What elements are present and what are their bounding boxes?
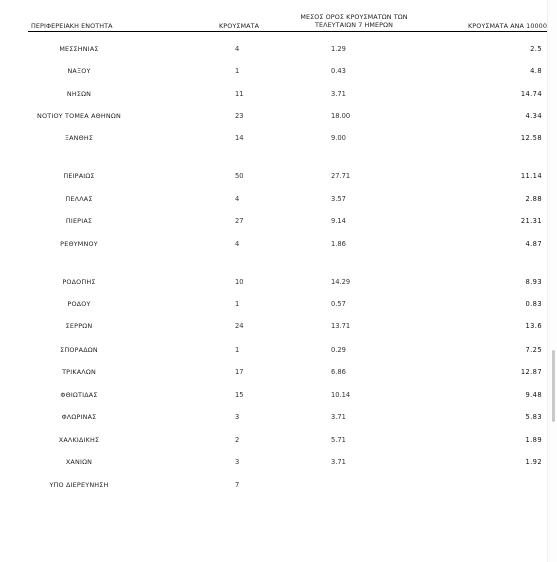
seven-day-average: 10.14	[331, 391, 351, 399]
table-row	[0, 90, 548, 100]
case-count: 50	[235, 172, 244, 180]
seven-day-average: 0.43	[331, 67, 346, 75]
cases-per-10000: 1.92	[525, 458, 542, 466]
table-row	[0, 346, 548, 356]
header-cases: ΚΡΟΥΣΜΑΤΑ	[219, 22, 260, 30]
table-row	[0, 278, 548, 288]
cases-per-10000: 1.89	[525, 436, 542, 444]
cases-per-10000: 2.5	[530, 45, 542, 53]
case-count: 11	[235, 90, 244, 98]
seven-day-average: 0.29	[331, 346, 346, 354]
region-name: ΜΕΣΣΗΝΙΑΣ	[59, 45, 99, 53]
case-count: 23	[235, 112, 244, 120]
table-row	[0, 458, 548, 468]
case-count: 4	[235, 240, 240, 248]
case-count: 17	[235, 368, 244, 376]
table-row	[0, 172, 548, 182]
region-name: ΠΕΛΛΑΣ	[65, 195, 93, 203]
case-count: 4	[235, 45, 240, 53]
case-count: 3	[235, 458, 240, 466]
cases-per-10000: 13.6	[525, 322, 542, 330]
table-row	[0, 112, 548, 122]
seven-day-average: 5.71	[331, 436, 346, 444]
cases-per-10000: 5.83	[525, 413, 542, 421]
seven-day-average: 18.00	[331, 112, 351, 120]
seven-day-average: 3.71	[331, 90, 346, 98]
case-count: 4	[235, 195, 240, 203]
table-row	[0, 481, 548, 491]
header-region: ΠΕΡΙΦΕΡΕΙΑΚΗ ΕΝΟΤΗΤΑ	[31, 22, 113, 30]
cases-per-10000: 12.87	[520, 368, 542, 376]
region-name: ΝΟΤΙΟΥ ΤΟΜΕΑ ΑΘΗΝΩΝ	[37, 112, 121, 120]
region-name: ΝΑΞΟΥ	[67, 67, 91, 75]
header-divider	[28, 31, 556, 32]
cases-per-10000: 21.31	[520, 217, 542, 225]
seven-day-average: 9.00	[331, 134, 346, 142]
table-row	[0, 368, 548, 378]
seven-day-average: 1.29	[331, 45, 346, 53]
seven-day-average: 1.86	[331, 240, 346, 248]
table-row	[0, 300, 548, 310]
table-row	[0, 436, 548, 446]
region-name: ΡΕΘΥΜΝΟΥ	[60, 240, 98, 248]
table-row	[0, 195, 548, 205]
header-seven-day-average: ΜΕΣΟΣ ΟΡΟΣ ΚΡΟΥΣΜΑΤΩΝ ΤΩΝ ΤΕΛΕΥΤΑΙΩΝ 7 ΗΜΕΡΩΝ	[300, 13, 408, 29]
region-name: ΡΟΔΟΠΗΣ	[62, 278, 96, 286]
cases-per-10000: 7.25	[525, 346, 542, 354]
seven-day-average: 6.86	[331, 368, 346, 376]
region-name: ΤΡΙΚΑΛΩΝ	[62, 368, 96, 376]
table-row	[0, 134, 548, 144]
vertical-scrollbar[interactable]	[547, 0, 557, 562]
cases-per-10000: 9.48	[525, 391, 542, 399]
region-name: ΥΠΟ ΔΙΕΡΕΥΝΗΣΗ	[49, 481, 109, 489]
seven-day-average: 0.57	[331, 300, 346, 308]
case-count: 2	[235, 436, 240, 444]
case-count: 1	[235, 67, 240, 75]
header-cases-per-10000: ΚΡΟΥΣΜΑΤΑ ΑΝΑ 10000	[468, 22, 547, 30]
region-name: ΝΗΣΩΝ	[66, 90, 92, 98]
region-name: ΠΕΙΡΑΙΩΣ	[63, 172, 95, 180]
cases-per-10000: 4.34	[525, 112, 542, 120]
cases-per-10000: 2.88	[525, 195, 542, 203]
case-count: 3	[235, 413, 240, 421]
cases-per-10000: 4.87	[525, 240, 542, 248]
seven-day-average: 14.29	[331, 278, 351, 286]
case-count: 1	[235, 300, 240, 308]
table-row	[0, 413, 548, 423]
seven-day-average: 9.14	[331, 217, 346, 225]
table-row	[0, 240, 548, 250]
table-row	[0, 45, 548, 55]
case-count: 24	[235, 322, 244, 330]
region-name: ΞΑΝΘΗΣ	[64, 134, 94, 142]
table-row	[0, 391, 548, 401]
cases-per-10000: 11.14	[520, 172, 542, 180]
seven-day-average: 3.71	[331, 413, 346, 421]
region-name: ΣΠΟΡΑΔΩΝ	[60, 346, 98, 354]
seven-day-average: 3.71	[331, 458, 346, 466]
case-count: 27	[235, 217, 244, 225]
cases-per-10000: 8.93	[525, 278, 542, 286]
table-row	[0, 322, 548, 332]
region-name: ΧΑΛΚΙΔΙΚΗΣ	[58, 436, 100, 444]
seven-day-average: 13.71	[331, 322, 351, 330]
region-name: ΧΑΝΙΩΝ	[65, 458, 93, 466]
case-count: 7	[235, 481, 240, 489]
case-count: 14	[235, 134, 244, 142]
region-name: ΡΟΔΟΥ	[67, 300, 91, 308]
case-count: 10	[235, 278, 244, 286]
table-row	[0, 67, 548, 77]
region-name: ΠΙΕΡΙΑΣ	[65, 217, 93, 225]
cases-per-10000: 14.74	[520, 90, 542, 98]
table-row	[0, 217, 548, 227]
region-name: ΦΘΙΩΤΙΔΑΣ	[60, 391, 98, 399]
cases-per-10000: 0.83	[525, 300, 542, 308]
seven-day-average: 3.57	[331, 195, 346, 203]
cases-per-10000: 12.58	[520, 134, 542, 142]
region-name: ΣΕΡΡΩΝ	[65, 322, 93, 330]
seven-day-average: 27.71	[331, 172, 351, 180]
case-count: 1	[235, 346, 240, 354]
scrollbar-thumb[interactable]	[552, 350, 555, 422]
region-name: ΦΛΩΡΙΝΑΣ	[61, 413, 97, 421]
case-count: 15	[235, 391, 244, 399]
cases-per-10000: 4.8	[530, 67, 542, 75]
